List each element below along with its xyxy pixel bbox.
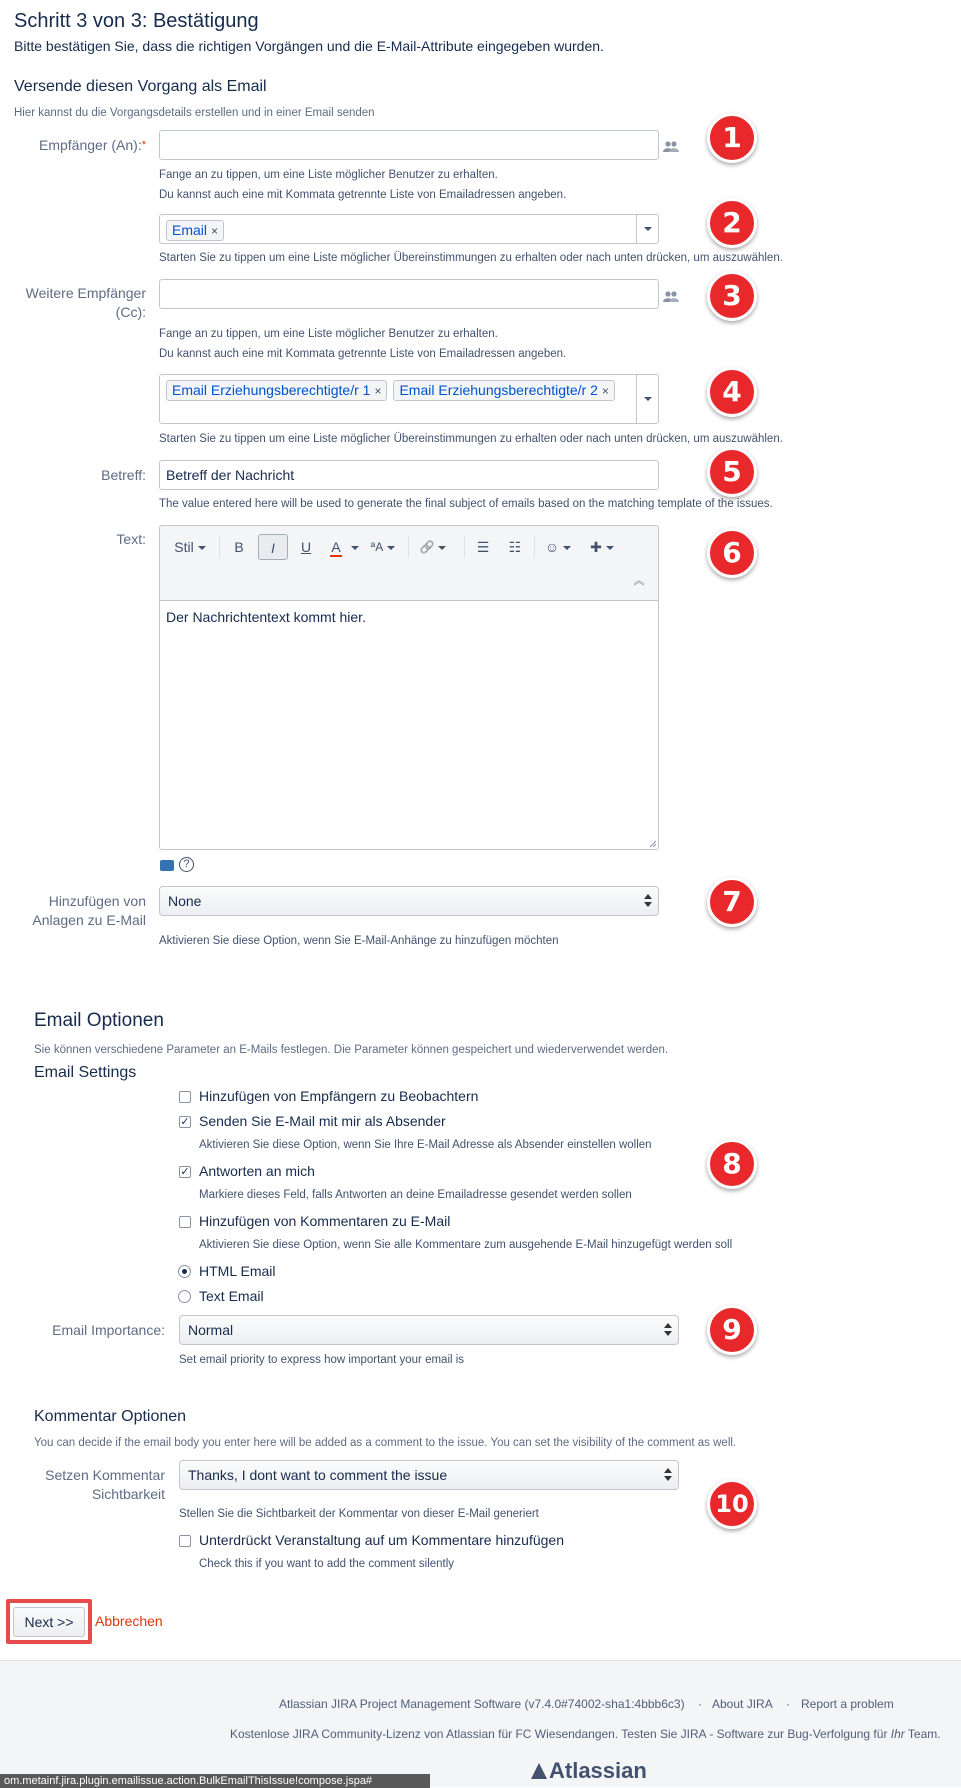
next-button[interactable]: Next >> bbox=[13, 1607, 85, 1637]
insert-dropdown[interactable] bbox=[584, 534, 620, 560]
send-as-me-help: Aktivieren Sie diese Option, wenn Sie Ihre E-Mail Adresse als Absender einstellen wollen bbox=[199, 1139, 652, 1151]
cancel-link[interactable]: Abbrechen bbox=[95, 1613, 163, 1629]
annotation-badge-10: 10 bbox=[707, 1479, 757, 1529]
attachments-help: Aktivieren Sie diese Option, wenn Sie E-Mail-Anhänge zu hinzufügen möchten bbox=[159, 935, 559, 947]
reply-to-me-label: Antworten an mich bbox=[199, 1163, 315, 1179]
annotation-badge-5: 5 bbox=[707, 447, 757, 497]
attachments-label-line2: Anlagen zu E-Mail bbox=[32, 912, 146, 928]
bullet-list-button[interactable]: ☰ bbox=[476, 539, 490, 555]
reply-to-me-help: Markiere dieses Feld, falls Antworten an deine Emailadresse gesendet werden sollen bbox=[199, 1189, 632, 1201]
visibility-label-line1: Setzen Kommentar bbox=[45, 1467, 165, 1483]
annotation-badge-6: 6 bbox=[707, 528, 757, 578]
editor-toolbar bbox=[159, 525, 659, 600]
browser-status-bar: om.metainf.jira.plugin.emailissue.action.BulkEmailThisIssue!compose.jspa# bbox=[0, 1774, 430, 1788]
add-comments-checkbox[interactable] bbox=[179, 1216, 191, 1228]
comment-options-title: Kommentar Optionen bbox=[34, 1408, 187, 1425]
add-comments-help: Aktivieren Sie diese Option, wenn Sie alle Kommentare zum ausgehende E-Mail hinzugefügt werden soll bbox=[199, 1239, 733, 1251]
email-settings-title: Email Settings bbox=[34, 1064, 137, 1081]
annotation-badge-8: 8 bbox=[707, 1139, 757, 1189]
help-icon[interactable]: ? bbox=[179, 857, 194, 872]
required-mark: * bbox=[141, 139, 146, 151]
user-picker-icon[interactable] bbox=[663, 140, 679, 152]
silent-comment-checkbox[interactable] bbox=[179, 1535, 191, 1547]
send-section-title: Versende diesen Vorgang als Email bbox=[14, 78, 267, 95]
text-label: Text: bbox=[116, 531, 146, 547]
toolbar-separator bbox=[534, 536, 535, 558]
send-section-desc: Hier kannst du die Vorgangsdetails erstellen und in einer Email senden bbox=[14, 107, 375, 119]
to-label-text: Empfänger (An): bbox=[39, 137, 142, 153]
chevron-down-icon bbox=[351, 546, 359, 550]
italic-button[interactable]: I bbox=[258, 534, 288, 560]
report-problem-link[interactable]: Report a problem bbox=[801, 1697, 894, 1711]
text-email-radio[interactable] bbox=[178, 1290, 191, 1303]
select-arrows-icon bbox=[644, 893, 652, 909]
importance-label: Email Importance: bbox=[52, 1322, 165, 1338]
toolbar-separator bbox=[219, 536, 220, 558]
annotation-badge-3: 3 bbox=[707, 271, 757, 321]
html-email-label: HTML Email bbox=[199, 1263, 276, 1279]
license-emphasis: Ihr bbox=[890, 1727, 905, 1741]
to-help-1: Fange an zu tippen, um eine Liste möglicher Benutzer zu erhalten. bbox=[159, 169, 498, 181]
tag-guardian-1 bbox=[166, 380, 387, 401]
toolbar-separator bbox=[408, 536, 409, 558]
subject-help: The value entered here will be used to generate the final subject of emails based on the matching template of the issues. bbox=[159, 498, 773, 510]
tag-label: Email Erziehungsberechtigte/r 1 bbox=[172, 382, 371, 398]
importance-help: Set email priority to express how important your email is bbox=[179, 1354, 465, 1366]
cc-fields-picker[interactable] bbox=[159, 374, 659, 424]
link-icon: 🔗 bbox=[419, 540, 435, 554]
annotation-badge-7: 7 bbox=[707, 877, 757, 927]
style-dropdown-label: Stil bbox=[174, 539, 194, 555]
underline-button[interactable]: U bbox=[300, 539, 312, 555]
tag-label: Email Erziehungsberechtigte/r 2 bbox=[399, 382, 598, 398]
emoji-dropdown[interactable] bbox=[540, 534, 576, 560]
attachments-label-line1: Hinzufügen von bbox=[48, 893, 146, 909]
to-label bbox=[39, 136, 146, 155]
atlassian-logo-icon bbox=[531, 1763, 547, 1779]
email-options-desc: Sie können verschiedene Parameter an E-Mails festlegen. Die Parameter können gespeichert und wiederverwendet werden. bbox=[34, 1044, 669, 1056]
add-comments-label: Hinzufügen von Kommentaren zu E-Mail bbox=[199, 1213, 451, 1229]
visibility-select-value: Thanks, I dont want to comment the issue bbox=[188, 1467, 448, 1483]
visibility-select[interactable] bbox=[179, 1460, 679, 1490]
annotation-badge-4: 4 bbox=[707, 367, 757, 417]
visibility-label bbox=[45, 1466, 165, 1504]
to-help-2: Du kannst auch eine mit Kommata getrennte Liste von Emailadressen angeben. bbox=[159, 189, 567, 201]
wiki-renderer-icon[interactable] bbox=[160, 860, 174, 871]
bold-button[interactable]: B bbox=[234, 539, 244, 555]
atlassian-logo bbox=[531, 1758, 647, 1784]
visibility-help: Stellen Sie die Sichtbarkeit der Kommentar von dieser E-Mail generiert bbox=[179, 1508, 539, 1520]
annotation-badge-1: 1 bbox=[707, 113, 757, 163]
cc-fields-help: Starten Sie zu tippen um eine Liste möglicher Übereinstimmungen zu erhalten oder nach unten drücken, um auszuwählen. bbox=[159, 433, 783, 445]
select-arrows-icon bbox=[664, 1322, 672, 1338]
cc-help-1: Fange an zu tippen, um eine Liste möglicher Benutzer zu erhalten. bbox=[159, 328, 498, 340]
format-icon: ªA bbox=[370, 540, 384, 554]
silent-comment-help: Check this if you want to add the comment silently bbox=[199, 1558, 455, 1570]
importance-select[interactable] bbox=[179, 1315, 679, 1345]
chevron-down-icon bbox=[387, 546, 395, 550]
text-editor-content[interactable]: Der Nachrichtentext kommt hier. bbox=[166, 609, 366, 625]
cc-help-2: Du kannst auch eine mit Kommata getrennte Liste von Emailadressen angeben. bbox=[159, 348, 567, 360]
remove-icon[interactable]: × bbox=[601, 384, 609, 398]
chevron-down-icon[interactable] bbox=[636, 375, 658, 423]
remove-icon[interactable]: × bbox=[374, 384, 382, 398]
cc-label-line2: (Cc): bbox=[115, 304, 146, 320]
send-as-me-label: Senden Sie E-Mail mit mir als Absender bbox=[199, 1113, 446, 1129]
page-subtitle: Bitte bestätigen Sie, dass die richtigen Vorgängen und die E-Mail-Attribute eingegeben wurden. bbox=[14, 38, 604, 54]
to-fields-picker[interactable] bbox=[159, 214, 659, 244]
emoji-icon: ☺ bbox=[544, 539, 560, 555]
license-text-end: Team. bbox=[904, 1727, 941, 1741]
atlassian-logo-text: Atlassian bbox=[549, 1758, 647, 1783]
cc-label bbox=[26, 284, 146, 322]
toolbar-separator bbox=[464, 536, 465, 558]
numbered-list-button[interactable]: ☷ bbox=[508, 539, 522, 555]
text-editor-body[interactable] bbox=[159, 600, 659, 850]
subject-input[interactable] bbox=[159, 460, 659, 490]
collapse-toolbar-button[interactable]: ︽ bbox=[633, 575, 645, 587]
chevron-down-icon[interactable] bbox=[636, 215, 658, 243]
chevron-down-icon bbox=[563, 546, 571, 550]
footer-separator: · bbox=[698, 1697, 702, 1711]
reply-to-me-checkbox[interactable]: ✓ bbox=[180, 1166, 190, 1178]
tag-email bbox=[166, 220, 224, 241]
link-dropdown[interactable] bbox=[414, 534, 452, 560]
annotation-badge-2: 2 bbox=[707, 198, 757, 248]
chevron-down-icon bbox=[198, 546, 206, 550]
annotation-badge-9: 9 bbox=[707, 1305, 757, 1355]
silent-comment-label: Unterdrückt Veranstaltung auf um Kommentare hinzufügen bbox=[199, 1532, 564, 1548]
to-input[interactable] bbox=[159, 130, 659, 160]
about-jira-link[interactable]: About JIRA bbox=[712, 1697, 773, 1711]
style-dropdown[interactable] bbox=[168, 534, 212, 560]
email-options-title: Email Optionen bbox=[34, 1010, 164, 1031]
importance-select-value: Normal bbox=[188, 1322, 234, 1338]
footer-separator: · bbox=[786, 1697, 790, 1711]
tag-guardian-2 bbox=[393, 380, 614, 401]
text-color-label: A bbox=[331, 539, 341, 555]
text-email-label: Text Email bbox=[199, 1288, 264, 1304]
text-color-button[interactable] bbox=[323, 534, 349, 560]
subject-label: Betreff: bbox=[101, 467, 146, 483]
footer-version: Atlassian JIRA Project Management Software (v7.4.0#74002-sha1:4bbb6c3) bbox=[279, 1697, 685, 1711]
cc-input[interactable] bbox=[159, 279, 659, 309]
attachments-select-value: None bbox=[168, 893, 202, 909]
plus-icon: ✚ bbox=[590, 539, 602, 555]
footer-license bbox=[230, 1727, 941, 1741]
chevron-down-icon bbox=[606, 546, 614, 550]
tag-label: Email bbox=[172, 222, 208, 238]
user-picker-icon[interactable] bbox=[663, 290, 679, 302]
html-email-radio[interactable] bbox=[178, 1265, 191, 1278]
add-watchers-checkbox[interactable] bbox=[179, 1091, 191, 1103]
attachments-label bbox=[32, 892, 146, 930]
attachments-select[interactable] bbox=[159, 886, 659, 916]
visibility-label-line2: Sichtbarkeit bbox=[91, 1486, 165, 1502]
format-dropdown[interactable] bbox=[365, 534, 401, 560]
cc-label-line1: Weitere Empfänger bbox=[25, 285, 146, 301]
to-fields-help: Starten Sie zu tippen um eine Liste möglicher Übereinstimmungen zu erhalten oder nach unten drücken, um auszuwählen. bbox=[159, 252, 783, 264]
add-watchers-label: Hinzufügen von Empfängern zu Beobachtern bbox=[199, 1088, 479, 1104]
page-title: Schritt 3 von 3: Bestätigung bbox=[14, 10, 259, 32]
send-as-me-checkbox[interactable]: ✓ bbox=[180, 1116, 190, 1128]
remove-icon[interactable]: × bbox=[211, 224, 219, 238]
resize-handle-icon[interactable] bbox=[649, 840, 657, 848]
footer bbox=[0, 1660, 961, 1787]
license-text: Kostenlose JIRA Community-Lizenz von Atlassian für FC Wiesendangen. Testen Sie JIRA - Software zur Bug-Verfolgung für bbox=[230, 1727, 891, 1741]
select-arrows-icon bbox=[664, 1467, 672, 1483]
text-color-dropdown[interactable] bbox=[348, 534, 362, 560]
chevron-down-icon bbox=[438, 546, 446, 550]
comment-options-desc: You can decide if the email body you enter here will be added as a comment to the issue. You can set the visibility of the comment as well. bbox=[34, 1437, 737, 1449]
